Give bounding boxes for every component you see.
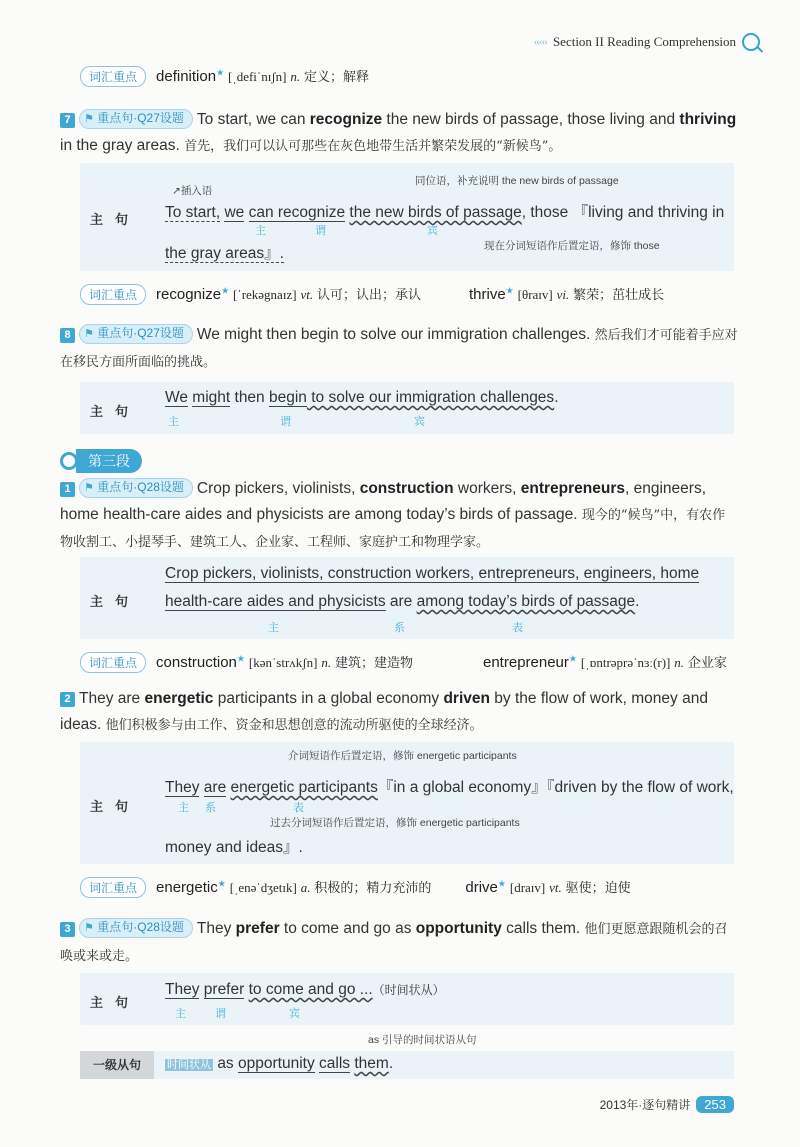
star-icon: ★ xyxy=(217,878,226,889)
role-subject: 主 xyxy=(255,225,266,237)
role-subject: 主 xyxy=(178,802,189,814)
section-title: Section II Reading Comprehension xyxy=(552,34,736,49)
clause-label: 主句 xyxy=(90,594,141,609)
vocab-word: definition xyxy=(156,68,217,85)
star-icon: ★ xyxy=(221,285,230,296)
vocab-word: energetic xyxy=(156,879,218,896)
meaning: 定义；解释 xyxy=(304,70,370,85)
sentence-1: 1 ⚑ 重点句·Q28设题 Crop pickers, violinists, construction workers, entrepreneurs, engineers, home health-care aides and physicists are among today’s birds of passage. 现今的“候鸟”中，有农作物收割工、小提琴手、建筑工人、企业家、工程师、家庭护工和物理学家。 xyxy=(60,480,726,550)
role-subject: 主 xyxy=(268,622,279,634)
role-object: 宾 xyxy=(427,225,438,237)
sentence-2: 2 They are energetic participants in a global economy driven by the flow of work, money and ideas. 他们积极参与由工作、资金和思想创意的流动所驱使的全球经济。 xyxy=(60,690,708,733)
sentence-number: 2 xyxy=(60,692,75,707)
star-icon: ★ xyxy=(568,653,577,664)
sentence-7: 7 ⚑ 重点句·Q27设题 To start, we can recognize the new birds of passage, those living and thriving in the gray areas. 首先，我们可以认可那些在灰色地带生活并繁荣发展的“新候鸟”。 xyxy=(60,111,737,154)
translation: 现今的“候鸟”中，有农作物收割工、小提琴手、建筑工人、企业家、工程师、家庭护工和物理学家。 xyxy=(60,508,726,550)
vocab-tag: 词汇重点 xyxy=(80,66,146,87)
key-sentence-tag: ⚑ 重点句·Q28设题 xyxy=(79,918,193,938)
annotation: 过去分词短语作后置定语，修饰 energetic participants xyxy=(270,817,520,829)
analysis-box xyxy=(80,742,734,864)
sentence-line: To start, we can recognize the new birds of passage, those 『living and thriving in xyxy=(165,204,725,221)
annotation: 现在分词短语作后置定语，修饰 those xyxy=(484,240,660,252)
sentence-line: health-care aides and physicists are among today’s birds of passage. xyxy=(165,593,640,610)
star-icon: ★ xyxy=(216,67,225,78)
vocab-tag: 词汇重点 xyxy=(80,877,146,898)
vocab-tag: 词汇重点 xyxy=(80,284,146,305)
clause-label: 主句 xyxy=(90,995,141,1010)
key-sentence-tag: ⚑ 重点句·Q27设题 xyxy=(79,109,193,129)
star-icon: ★ xyxy=(236,653,245,664)
analysis-box xyxy=(80,557,734,639)
clause-label: 主句 xyxy=(90,404,141,419)
analysis-box xyxy=(80,163,734,271)
role-subject: 主 xyxy=(168,416,179,428)
paragraph-label: 第三段 xyxy=(60,449,142,473)
translation: 首先，我们可以认可那些在灰色地带生活并繁荣发展的“新候鸟”。 xyxy=(184,139,562,154)
clause-label: 主句 xyxy=(90,799,141,814)
annotation: 介词短语作后置定语，修饰 energetic participants xyxy=(288,750,517,762)
sentence-number: 3 xyxy=(60,922,75,937)
translation: 然后我们才可能着手应对在移民方面所面临的挑战。 xyxy=(60,328,738,370)
analysis-box xyxy=(80,382,734,434)
vocab-word: drive xyxy=(465,879,498,896)
key-sentence-tag: ⚑ 重点句·Q27设题 xyxy=(79,324,193,344)
clause-label: 一级从句 xyxy=(80,1051,154,1079)
annotation: as 引导的时间状语从句 xyxy=(368,1034,477,1046)
vocab-row: 词汇重点 recognize★ [ˈrekəgnaɪz] vt. 认可；认出；承认 thrive★ [θraɪv] vi. 繁荣；茁壮成长 xyxy=(80,284,664,305)
vocab-tag: 词汇重点 xyxy=(80,652,146,673)
sentence-number: 1 xyxy=(60,482,75,497)
sentence-number: 8 xyxy=(60,328,75,343)
annotation: ↗插入语 xyxy=(172,185,213,197)
sentence-line: money and ideas』. xyxy=(165,839,303,856)
sentence-line: We might then begin to solve our immigration challenges. xyxy=(165,389,559,406)
sentence-line: the gray areas』. xyxy=(165,245,284,262)
sentence-line: They are energetic participants『in a global economy』『driven by the flow of work, xyxy=(165,779,734,796)
role-verb: 系 xyxy=(205,802,216,814)
chevrons-icon: ‹‹‹‹‹ xyxy=(533,36,547,48)
search-icon xyxy=(742,33,760,51)
vocab-row xyxy=(80,66,369,87)
role-object: 表 xyxy=(512,622,523,634)
vocab-row: 词汇重点 energetic★ [ˌenəˈdʒetɪk] a. 积极的；精力充沛的 drive★ [draɪv] vt. 驱使；迫使 xyxy=(80,877,631,898)
sentence-8: 8 ⚑ 重点句·Q27设题 We might then begin to solve our immigration challenges. 然后我们才可能着手应对在移民方面所面临的挑战。 xyxy=(60,326,738,370)
subordinate-clause-box xyxy=(80,1051,734,1079)
flag-icon: ⚑ xyxy=(84,482,94,494)
role-subject: 主 xyxy=(175,1008,186,1020)
sentence-line: Crop pickers, violinists, construction workers, entrepreneurs, engineers, home xyxy=(165,565,700,582)
flag-icon: ⚑ xyxy=(84,328,94,340)
star-icon: ★ xyxy=(505,285,514,296)
role-verb: 谓 xyxy=(280,416,291,428)
footer-text: 2013年·逐句精讲 xyxy=(599,1098,691,1112)
sentence-line: They prefer to come and go ...（时间状从） xyxy=(165,981,445,998)
sentence-number: 7 xyxy=(60,113,75,128)
translation: 他们更愿意跟随机会的召唤或来或走。 xyxy=(60,922,728,964)
translation: 他们积极参与由工作、资金和思想创意的流动所驱使的全球经济。 xyxy=(105,718,483,733)
running-header xyxy=(534,33,760,51)
vocab-word: thrive xyxy=(468,286,506,303)
role-verb: 谓 xyxy=(215,1008,226,1020)
clause-label: 主句 xyxy=(90,212,141,227)
vocab-word: entrepreneur xyxy=(483,654,569,671)
flag-icon: ⚑ xyxy=(84,113,94,125)
star-icon: ★ xyxy=(497,878,506,889)
page-number: 253 xyxy=(696,1096,734,1113)
key-sentence-tag: ⚑ 重点句·Q28设题 xyxy=(79,478,193,498)
flag-icon: ⚑ xyxy=(84,922,94,934)
page-footer xyxy=(600,1096,734,1113)
pos: n. xyxy=(290,69,301,84)
sentence-3: 3 ⚑ 重点句·Q28设题 They prefer to come and go as opportunity calls them. 他们更愿意跟随机会的召唤或来或走。 xyxy=(60,920,728,964)
role-object: 宾 xyxy=(289,1008,300,1020)
role-verb: 系 xyxy=(394,622,405,634)
vocab-word: construction xyxy=(156,654,237,671)
vocab-row: 词汇重点 construction★ [kənˈstrʌkʃn] n. 建筑；建造物 entrepreneur★ [ˌɒntrəprəˈnɜː(r)] n. 企业家 xyxy=(80,652,727,673)
sentence-line: 时间状从 as opportunity calls them. xyxy=(167,1055,394,1072)
role-verb: 谓 xyxy=(315,225,326,237)
phonetic: [ˌdefiˈnɪʃn] xyxy=(228,69,287,84)
vocab-word: recognize xyxy=(156,286,222,303)
role-object: 表 xyxy=(293,802,304,814)
annotation: 同位语，补充说明 the new birds of passage xyxy=(415,175,619,187)
role-object: 宾 xyxy=(414,416,425,428)
analysis-box xyxy=(80,973,734,1025)
